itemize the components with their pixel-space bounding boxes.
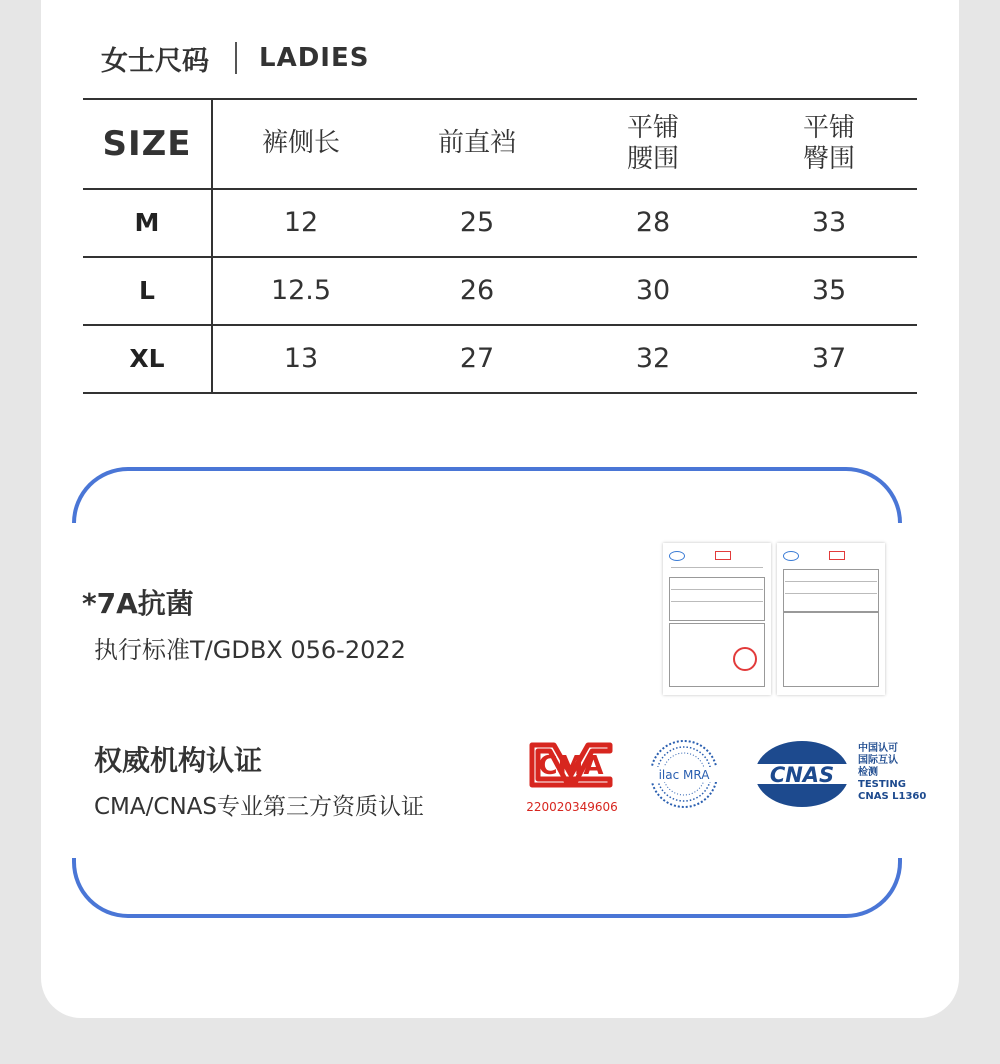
report-cma-icon	[829, 551, 845, 560]
size-chart-title-cn: 女士尺码	[101, 45, 209, 77]
table-cell: 33	[811, 206, 847, 238]
cnas-logo-icon	[752, 738, 852, 810]
cma-logo-icon	[524, 741, 618, 789]
cma-number: 220020349606	[526, 800, 618, 814]
table-cell: 12.5	[270, 274, 332, 306]
ilac-logo-text: ilac MRA	[658, 768, 710, 782]
report-table	[669, 577, 765, 621]
authority-subtitle: CMA/CNAS专业第三方资质认证	[94, 794, 424, 820]
table-cell: 12	[283, 206, 319, 238]
report-line	[785, 593, 877, 594]
table-cell: 26	[459, 274, 495, 306]
header-flat-waist: 平铺 腰围	[626, 112, 679, 174]
test-report-thumbnail	[663, 543, 771, 695]
table-cell: 13	[283, 342, 319, 374]
cma-logo-text: CMA	[538, 751, 604, 781]
report-logo-icon	[783, 551, 799, 561]
report-cma-icon	[715, 551, 731, 560]
size-table	[83, 98, 917, 394]
report-logo-icon	[669, 551, 685, 561]
report-table	[783, 611, 879, 687]
report-line	[671, 601, 763, 602]
cert-frame-top	[72, 467, 902, 523]
table-cell: 35	[811, 274, 847, 306]
report-line	[671, 589, 763, 590]
authority-title: 权威机构认证	[94, 744, 263, 777]
title-divider	[235, 42, 237, 74]
table-header-row	[83, 100, 917, 190]
report-line	[671, 567, 763, 568]
table-row	[83, 326, 917, 394]
cert-frame-bottom	[72, 858, 902, 918]
table-cell: 30	[635, 274, 671, 306]
size-chart-title	[101, 40, 369, 76]
header-flat-hip: 平铺 臀围	[802, 112, 855, 174]
antibacterial-standard: 执行标准T/GDBX 056-2022	[94, 636, 406, 664]
size-cell: XL	[83, 326, 213, 392]
table-cell: 28	[635, 206, 671, 238]
cnas-logo-text: CNAS	[769, 763, 835, 787]
table-cell: 25	[459, 206, 495, 238]
report-line	[785, 581, 877, 582]
header-size: SIZE	[83, 100, 213, 188]
test-report-thumbnail	[777, 543, 885, 695]
table-row	[83, 190, 917, 258]
table-row	[83, 258, 917, 326]
stamp-icon	[733, 647, 757, 671]
ilac-mra-logo-icon	[648, 738, 720, 810]
size-cell: L	[83, 258, 213, 324]
table-cell: 27	[459, 342, 495, 374]
table-cell: 37	[811, 342, 847, 374]
header-pant-side-length: 裤侧长	[261, 128, 340, 159]
table-cell: 32	[635, 342, 671, 374]
report-table	[783, 569, 879, 613]
header-front-rise: 前直裆	[437, 128, 516, 159]
size-chart-title-en: LADIES	[259, 43, 370, 73]
cnas-caption: 中国认可 国际互认 检测 TESTING CNAS L1360	[858, 743, 927, 802]
antibacterial-title: *7A抗菌	[82, 587, 194, 620]
size-cell: M	[83, 190, 213, 256]
